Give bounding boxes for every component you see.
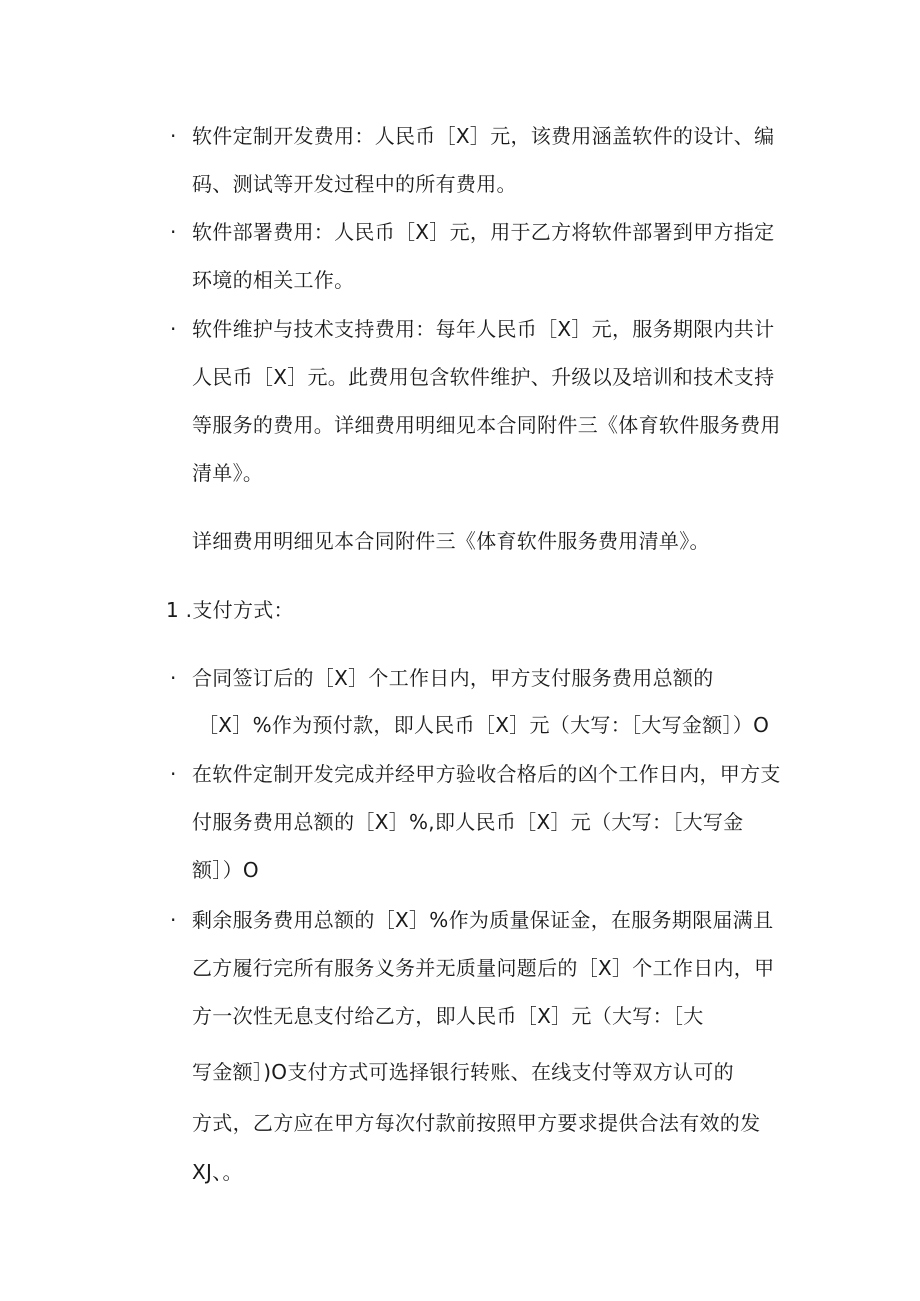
payment-item-text: 方式，乙方应在甲方每次付款前按照甲方要求提供合法有效的发 <box>192 1111 761 1135</box>
bullet-dot: · <box>170 666 177 690</box>
payment-item-text: 剩余服务费用总额的［X］%作为质量保证金，在服务期限届满且 <box>192 908 774 932</box>
payment-item-text: ［X］%作为预付款，即人民币［X］元（大写：［大写金额］）O <box>198 713 770 737</box>
payment-item-text: 在软件定制开发完成并经甲方验收合格后的凶个工作日内，甲方支 <box>192 762 781 786</box>
payment-item-text: 合同签订后的［X］个工作日内，甲方支付服务费用总额的 <box>192 666 714 690</box>
payment-item-text: XJ、。 <box>192 1160 243 1184</box>
payment-item-text: 乙方履行完所有服务义务并无质量问题后的［X］个工作日内，甲 <box>192 956 775 980</box>
bullet-dot: · <box>170 220 177 244</box>
payment-item-text: 额］）O <box>192 858 259 882</box>
fee-item-text: 软件定制开发费用：人民币［X］元，该费用涵盖软件的设计、编 <box>192 124 775 148</box>
fee-item-text: 软件维护与技术支持费用：每年人民币［X］元，服务期限内共计 <box>192 317 775 341</box>
fee-item-text: 软件部署费用：人民币［X］元，用于乙方将软件部署到甲方指定 <box>192 220 775 244</box>
fee-item-text: 码、测试等开发过程中的所有费用。 <box>192 172 517 196</box>
bullet-dot: · <box>170 124 177 148</box>
fee-item-text: 人民币［X］元。此费用包含软件维护、升级以及培训和技术支持 <box>192 365 775 389</box>
fee-item-text: 清单》。 <box>192 461 264 485</box>
bullet-dot: · <box>170 908 177 932</box>
bullet-dot: · <box>170 317 177 341</box>
payment-item-text: 写金额］)O支付方式可选择银行转账、在线支付等双方认可的 <box>192 1060 734 1084</box>
payment-item-text: 方一次性无息支付给乙方，即人民币［X］元（大写：［大 <box>192 1004 704 1028</box>
bullet-dot: · <box>170 762 177 786</box>
fee-item-text: 环境的相关工作。 <box>192 268 355 292</box>
payment-item-text: 付服务费用总额的［X］%,即人民币［X］元（大写：［大写金 <box>192 810 744 834</box>
payment-heading: 1 .支付方式： <box>166 598 294 622</box>
fee-item-text: 等服务的费用。详细费用明细见本合同附件三《体育软件服务费用 <box>192 413 781 437</box>
detail-note: 详细费用明细见本合同附件三《体育软件服务费用清单》。 <box>192 529 710 553</box>
